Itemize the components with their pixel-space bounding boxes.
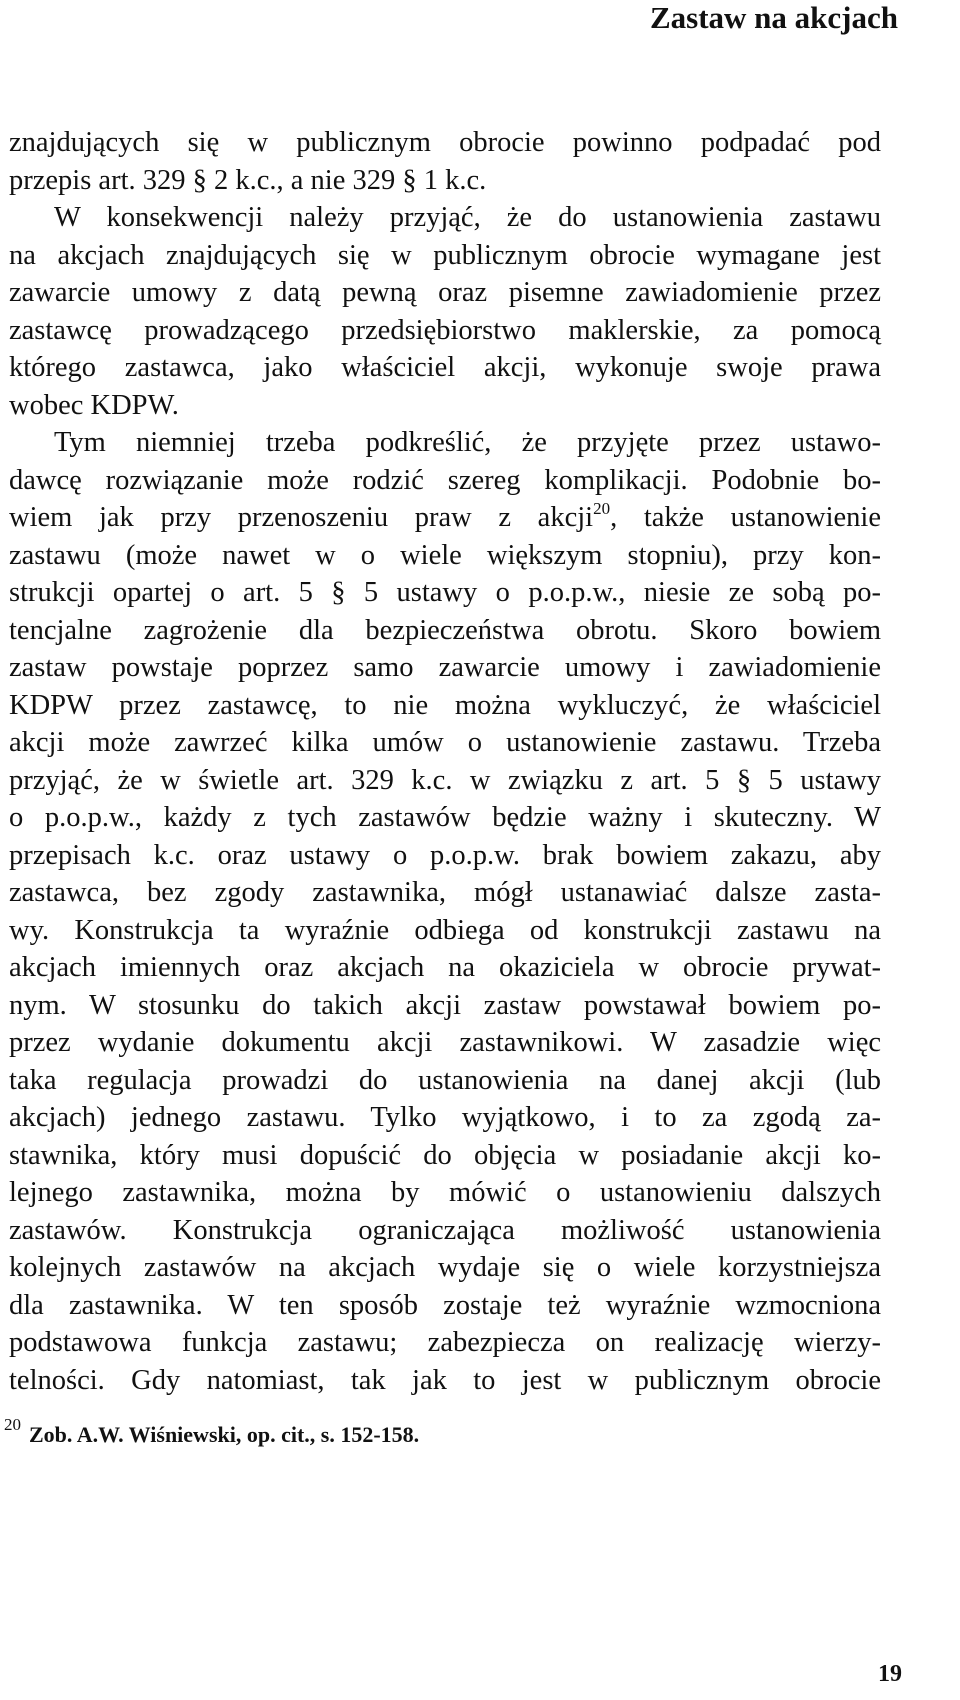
text-line: przepisach k.c. oraz ustawy o p.o.p.w. brak bowiem zakazu, aby xyxy=(9,839,881,871)
text-line: akcji może zawrzeć kilka umów o ustanowienie zastawu. Trzeba xyxy=(9,727,881,758)
text-line: telności. Gdy natomiast, tak jak to jest w publicznym obrocie xyxy=(9,1364,881,1396)
text-line: przez wydanie dokumentu akcji zastawnikowi. W zasadzie więc xyxy=(9,1027,881,1058)
text-line: akcjach imiennych oraz akcjach na okaziciela w obrocie prywat- xyxy=(9,952,881,983)
text-line-with-footnote-ref xyxy=(9,499,881,537)
text-segment: wiem jak przy przenoszeniu praw z akcji xyxy=(9,502,594,533)
text-line: przyjąć, że w świetle art. 329 k.c. w związku z art. 5 § 5 ustawy xyxy=(9,764,881,796)
text-line: przepis art. 329 § 2 k.c., a nie 329 § 1 k.c. xyxy=(9,164,487,196)
footnote-reference[interactable]: 20 xyxy=(593,499,611,518)
text-line: tencjalne zagrożenie dla bezpieczeństwa obrotu. Skoro bowiem xyxy=(9,614,881,646)
text-line: strukcji opartej o art. 5 § 5 ustawy o p.o.p.w., niesie ze sobą po- xyxy=(9,577,881,608)
text-line: podstawowa funkcja zastawu; zabezpiecza on realizację wierzy- xyxy=(9,1327,881,1358)
text-line: stawnika, który musi dopuścić do objęcia w posiadanie akcji ko- xyxy=(9,1139,881,1171)
text-line: wobec KDPW. xyxy=(9,389,179,421)
text-line: dawcę rozwiązanie może rodzić szereg komplikacji. Podobnie bo- xyxy=(9,464,881,496)
text-line: znajdujących się w publicznym obrocie powinno podpadać pod xyxy=(9,127,881,158)
text-line: akcjach) jednego zastawu. Tylko wyjątkowo, i to za zgodą za- xyxy=(9,1102,881,1133)
body-text xyxy=(9,124,881,1399)
page-number: 19 xyxy=(878,1661,902,1687)
text-line: Tym niemniej trzeba podkreślić, że przyjęte przez ustawo- xyxy=(54,427,881,458)
text-line: zastaw powstaje poprzez samo zawarcie umowy i zawiadomienie xyxy=(9,652,881,683)
text-segment: , także ustanowienie xyxy=(610,502,881,533)
text-line: zastawca, bez zgody zastawnika, mógł ustanawiać dalsze zasta- xyxy=(9,877,881,908)
text-line: dla zastawnika. W ten sposób zostaje też wyraźnie wzmocniona xyxy=(9,1289,881,1321)
text-line: kolejnych zastawów na akcjach wydaje się o wiele korzystniejsza xyxy=(9,1252,881,1283)
text-line: którego zastawca, jako właściciel akcji, wykonuje swoje prawa xyxy=(9,352,881,383)
text-line: na akcjach znajdujących się w publicznym obrocie wymagane jest xyxy=(9,239,881,271)
text-line: nym. W stosunku do takich akcji zastaw powstawał bowiem po- xyxy=(9,989,881,1021)
text-line: o p.o.p.w., każdy z tych zastawów będzie ważny i skuteczny. W xyxy=(9,802,881,833)
text-line: W konsekwencji należy przyjąć, że do ustanowienia zastawu xyxy=(54,202,881,233)
text-line: wy. Konstrukcja ta wyraźnie odbiega od konstrukcji zastawu na xyxy=(9,914,881,946)
running-header: Zastaw na akcjach xyxy=(649,0,898,35)
text-line: taka regulacja prowadzi do ustanowienia na danej akcji (lub xyxy=(9,1064,881,1096)
footnote-text: Zob. A.W. Wiśniewski, op. cit., s. 152-158. xyxy=(29,1422,420,1447)
footnote-number: 20 xyxy=(4,1415,21,1434)
text-line: lejnego zastawnika, można by mówić o ustanowieniu dalszych xyxy=(9,1177,881,1208)
text-line: zastawów. Konstrukcja ograniczająca możliwość ustanowienia xyxy=(9,1214,881,1246)
text-line: zastawcę prowadzącego przedsiębiorstwo maklerskie, za pomocą xyxy=(9,314,881,346)
text-line: KDPW przez zastawcę, to nie można wykluczyć, że właściciel xyxy=(9,689,881,721)
text-line: zastawu (może nawet w o wiele większym stopniu), przy kon- xyxy=(9,539,881,571)
text-line: zawarcie umowy z datą pewną oraz pisemne zawiadomienie przez xyxy=(9,277,881,308)
footnote xyxy=(4,1410,804,1450)
